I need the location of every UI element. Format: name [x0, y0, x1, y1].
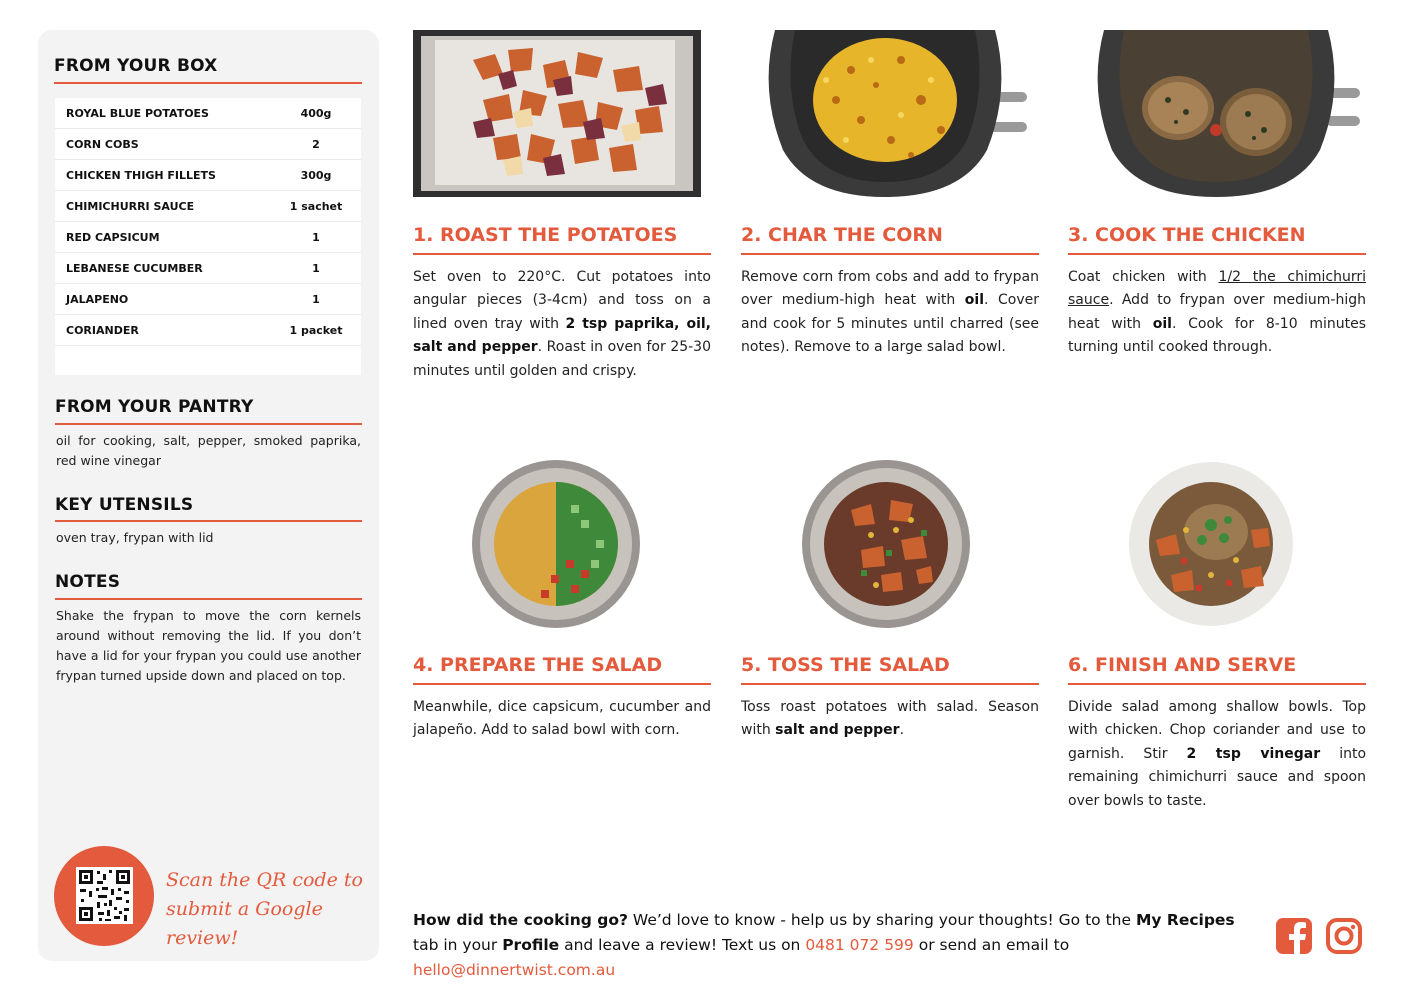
bold-text: oil — [964, 292, 984, 309]
ingredient-qty: 2 — [312, 137, 320, 151]
step-3-title: 3. COOK THE CHICKEN — [1068, 224, 1306, 246]
notes-title: NOTES — [55, 572, 121, 592]
my-recipes-label: My Recipes — [1135, 911, 1235, 929]
from-box-title: FROM YOUR BOX — [54, 56, 218, 76]
step-3-text — [1068, 266, 1366, 360]
text: . — [899, 722, 905, 739]
ingredient-row — [55, 98, 361, 129]
phone-link[interactable]: 0481 072 599 — [805, 936, 914, 954]
divider — [55, 598, 362, 600]
utensils-text: oven tray, frypan with lid — [56, 530, 214, 545]
text: . Cook for 8-10 minutes turning until cooked through. — [1068, 315, 1366, 356]
profile-label: Profile — [502, 936, 560, 954]
ingredient-row — [55, 191, 361, 222]
ingredient-name: CHIMICHURRI SAUCE — [66, 199, 195, 213]
review-footer — [413, 908, 1263, 983]
ingredient-row — [55, 160, 361, 191]
pantry-title: FROM YOUR PANTRY — [55, 397, 254, 417]
divider — [55, 423, 362, 425]
pantry-text: oil for cooking, salt, pepper, smoked paprika, red wine vinegar — [56, 433, 361, 468]
divider — [54, 82, 362, 84]
instagram-icon[interactable] — [1326, 918, 1362, 954]
text: . Add to frypan over medium-high heat with — [1068, 292, 1366, 332]
step-4-title: 4. PREPARE THE SALAD — [413, 654, 663, 676]
qr-caption-line: Scan the QR code to — [166, 869, 363, 891]
ingredient-qty: 1 sachet — [289, 199, 343, 213]
step-1-text — [413, 266, 711, 383]
bold-text: 2 tsp vinegar — [1186, 745, 1321, 762]
text: Toss roast potatoes with salad. Season with — [741, 699, 1039, 739]
text: tab in your — [413, 936, 503, 954]
utensils-title: KEY UTENSILS — [55, 495, 194, 515]
ingredient-row — [55, 315, 361, 346]
divider — [413, 683, 711, 685]
step-6-title: 6. FINISH AND SERVE — [1068, 654, 1297, 676]
ingredients-table — [55, 98, 361, 375]
divider — [741, 253, 1039, 255]
text: Set oven to 220°C. Cut potatoes into angular pieces (3-4cm) and toss on a lined oven tray with — [413, 269, 711, 332]
step-5-title: 5. TOSS THE SALAD — [741, 654, 950, 676]
divider — [413, 253, 711, 255]
underlined-text: 1/2 the chimichurri sauce — [1068, 269, 1366, 309]
bold-text: 2 tsp paprika, oil, salt and pepper — [413, 315, 712, 356]
qr-caption — [166, 866, 366, 953]
notes-text: Shake the frypan to move the corn kernels around without removing the lid. If you don’t have a lid for your frypan you could use another frypan turned upside down and placed on top. — [56, 608, 361, 683]
ingredient-qty: 1 — [312, 261, 320, 275]
text: Divide salad among shallow bowls. Top with chicken. Chop coriander and use to garnish. Stir — [1068, 699, 1366, 762]
ingredient-qty: 300g — [300, 168, 332, 182]
ingredient-qty: 1 packet — [289, 323, 343, 337]
ingredient-qty: 1 — [312, 292, 320, 306]
step-5-text — [741, 696, 1039, 743]
qr-code-icon[interactable] — [76, 867, 133, 924]
ingredient-name: ROYAL BLUE POTATOES — [66, 106, 209, 120]
text: Meanwhile, dice capsicum, cucumber and jalapeño. Add to salad bowl with corn. — [413, 699, 711, 739]
text: or send an email to — [913, 936, 1070, 954]
text: into remaining chimichurri sauce and spoon over bowls to taste. — [1068, 745, 1367, 809]
footer-question: How did the cooking go? — [413, 911, 628, 929]
ingredient-row — [55, 284, 361, 315]
char-corn-photo — [741, 30, 1039, 197]
text: . Roast in oven for 25-30 minutes until golden and crispy. — [413, 339, 711, 379]
ingredient-name: CHICKEN THIGH FILLETS — [66, 168, 216, 182]
ingredient-name: CORN COBS — [66, 137, 139, 151]
qr-caption-line: submit a Google review! — [166, 898, 323, 949]
step-2-text — [741, 266, 1039, 360]
step-1-title: 1. ROAST THE POTATOES — [413, 224, 678, 246]
divider — [1068, 683, 1366, 685]
ingredient-name: RED CAPSICUM — [66, 230, 160, 244]
ingredient-row — [55, 129, 361, 160]
ingredient-row — [55, 253, 361, 284]
divider — [1068, 253, 1366, 255]
text: . Cover and cook for 5 minutes until charred (see notes). Remove to a large salad bowl. — [741, 292, 1039, 356]
ingredient-row — [55, 222, 361, 253]
divider — [55, 520, 362, 522]
step-4-text — [413, 696, 711, 743]
text: Remove corn from cobs and add to frypan over medium-high heat with — [741, 269, 1039, 309]
prepare-salad-photo — [471, 460, 641, 630]
sidebar — [38, 30, 379, 961]
bold-text: oil — [1152, 315, 1172, 332]
ingredient-name: JALAPENO — [66, 292, 129, 306]
roast-potatoes-photo — [413, 30, 701, 197]
ingredient-qty: 400g — [300, 106, 332, 120]
cook-chicken-photo — [1068, 30, 1366, 197]
text: We’d love to know - help us by sharing your thoughts! Go to the — [627, 911, 1136, 929]
toss-salad-photo — [801, 460, 971, 630]
text: Coat chicken with — [1068, 269, 1219, 285]
finish-serve-photo — [1126, 460, 1296, 630]
ingredient-name: LEBANESE CUCUMBER — [66, 261, 203, 275]
text: and leave a review! Text us on — [559, 936, 806, 954]
step-6-text — [1068, 696, 1366, 813]
ingredient-name: CORIANDER — [66, 323, 139, 337]
qr-badge[interactable] — [54, 846, 154, 946]
step-2-title: 2. CHAR THE CORN — [741, 224, 943, 246]
email-link[interactable]: hello@dinnertwist.com.au — [413, 961, 616, 979]
bold-text: salt and pepper — [775, 722, 900, 739]
facebook-icon[interactable] — [1276, 918, 1312, 954]
ingredient-qty: 1 — [312, 230, 320, 244]
divider — [741, 683, 1039, 685]
